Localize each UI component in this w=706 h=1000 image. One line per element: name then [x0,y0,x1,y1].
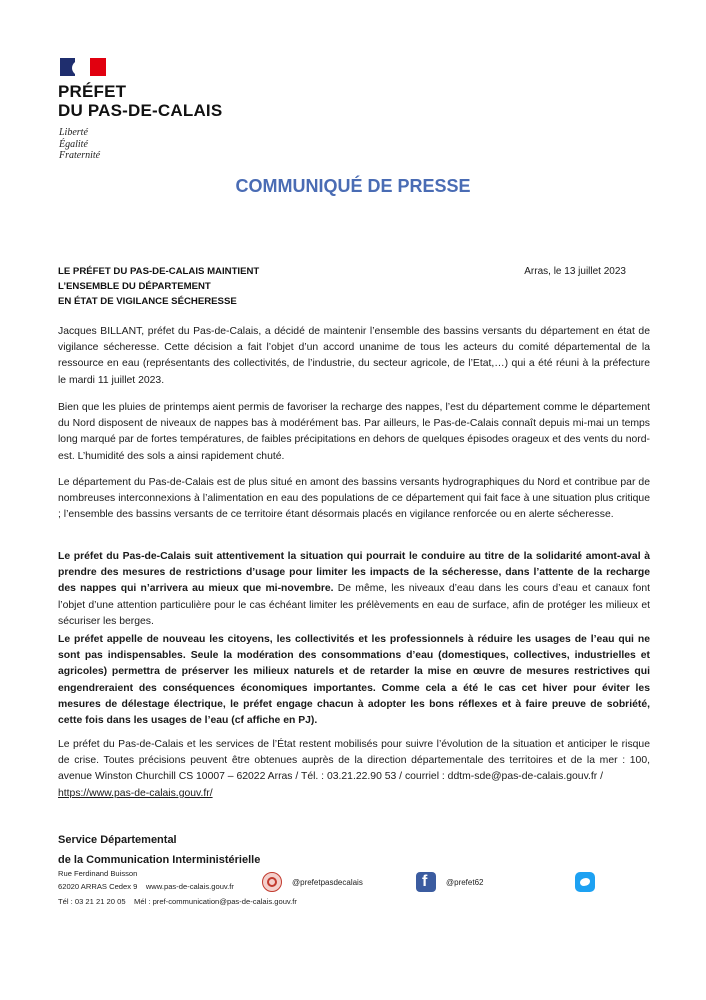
paragraph-3: Le département du Pas-de-Calais est de plus situé en amont des bassins versants hydrographiques du Nord et contribue par de nombreuses interconnexions à l’alimentation en eau des populations de ce département qui fait face à une situation plus critique ; l’ensemble des bassins versants de ce territoire étant désormais placés en vigilance renforcée ou en alerte sécheresse. [58,477,650,521]
paragraph-1: Jacques BILLANT, préfet du Pas-de-Calais, a décidé de maintenir l’ensemble des bassins versants du département en état de vigilance sécheresse. Cette décision a fait l’objet d’un accord unanime de tous les acteurs du comité départemental de la ressource en eau (représentants des collectivités, de l’industrie, du secteur agricole, de l’Etat,…) qui a été réuni à la préfecture le mardi 11 juillet 2023. [58,326,650,386]
paragraph-4-rest: De même, les niveaux d’eau dans les cours d’eau et canaux font l’objet d’une attention particulière pour le cas échéant limiter les prélèvements en eau de surface, afin de protéger les milieux et sécuriser les berges. [58,583,650,627]
headline-line3: EN ÉTAT DE VIGILANCE SÉCHERESSE [58,296,237,307]
twitter-icon[interactable] [575,872,595,892]
headline-line2: L’ENSEMBLE DU DÉPARTEMENT [58,281,211,292]
facebook-handle[interactable]: @prefet62 [446,877,484,887]
devise-liberte: Liberté [59,127,88,138]
prefecture-name [58,82,222,120]
paragraph-5-bold: Le préfet appelle de nouveau les citoyens, les collectivités et les professionnels à réduire les usages de l’eau qui ne sont pas indispensables. Seule la modération des consommations d’eau (domestiques, collectives, industrielles et agricoles) permettra de préserver les milieux naturels et de retarder la mise en œuvre de mesures restrictives qui engendreraient des conséquences économiques importantes. Comme cela a été le cas cet hiver pour éviter les mesures de délestage électrique, le préfet engage chacun à adopter les bons réflexes et à faire preuve de sobriété, cette fois dans les usages de l’eau (cf affiche en PJ). [58,634,650,727]
contact-tel-mail [58,897,297,906]
paragraph-4 [58,549,650,630]
service-line2: de la Communication Interministérielle [58,854,261,866]
devise [59,127,100,162]
service-name [58,830,260,870]
prefecture-name-line2: DU PAS-DE-CALAIS [58,101,223,120]
instagram-handle[interactable]: @prefetpasdecalais [292,877,363,887]
marianne-logo [60,58,106,76]
facebook-icon[interactable] [416,872,436,892]
contact-mail[interactable]: Mél : pref-communication@pas-de-calais.gouv.fr [134,897,297,906]
devise-fraternite: Fraternité [59,150,101,161]
facebook-link[interactable] [416,872,483,892]
website-link[interactable]: https://www.pas-de-calais.gouv.fr/ [58,787,213,799]
contact-city-web [58,882,234,891]
twitter-link[interactable] [575,872,595,892]
contact-tel: Tél : 03 21 21 20 05 [58,897,126,906]
instagram-icon[interactable] [262,872,282,892]
contact-address: Rue Ferdinand Buisson [58,869,138,878]
date: Arras, le 13 juillet 2023 [524,266,626,277]
contact-city: 62020 ARRAS Cedex 9 [58,882,138,891]
headline-line1: LE PRÉFET DU PAS-DE-CALAIS MAINTIENT [58,266,260,277]
paragraph-6-text: Le préfet du Pas-de-Calais et les services de l’État restent mobilisés pour suivre l’évolution de la situation et anticiper le risque de crise. Toutes précisions peuvent être obtenues auprès de la direction départementale des territoires et de la mer : 100, avenue Winston Churchill CS 10007 – 62022 Arras / Tél. : 03.21.22.90 53 / courriel : ddtm-sde@pas-de-calais.gouv.fr / [58,739,650,783]
paragraph-4-bold: Le préfet du Pas-de-Calais suit attentivement la situation qui pourrait le conduire au titre de la solidarité amont-aval à prendre des mesures de restrictions d’usage pour limiter les impacts de la sécheresse, dans l’attente de la recharge des nappes qui n’arrivera au mieux que mi-novembre. [58,551,650,595]
instagram-link[interactable] [262,872,363,892]
paragraph-2: Bien que les pluies de printemps aient permis de favoriser la recharge des nappes, l’est du département comme le département du Nord disposent de niveaux de nappes bas à modérément bas. Par ailleurs, le Pas-de-Calais connaît depuis mi-mai un temps long marqué par de fortes températures, de faibles précipitations en dehors de quelques épisodes orageux et des vents du nord-est. L’humidité des sols a ainsi rapidement chuté. [58,402,650,462]
headline [58,264,259,309]
contact-website[interactable]: www.pas-de-calais.gouv.fr [145,882,234,891]
devise-egalite: Égalité [59,138,88,150]
paragraph-6 [58,737,650,802]
paragraph-5 [58,632,650,729]
page-title: COMMUNIQUÉ DE PRESSE [235,176,471,196]
prefecture-name-line1: PRÉFET [58,82,127,101]
service-line1: Service Départemental [58,834,177,846]
